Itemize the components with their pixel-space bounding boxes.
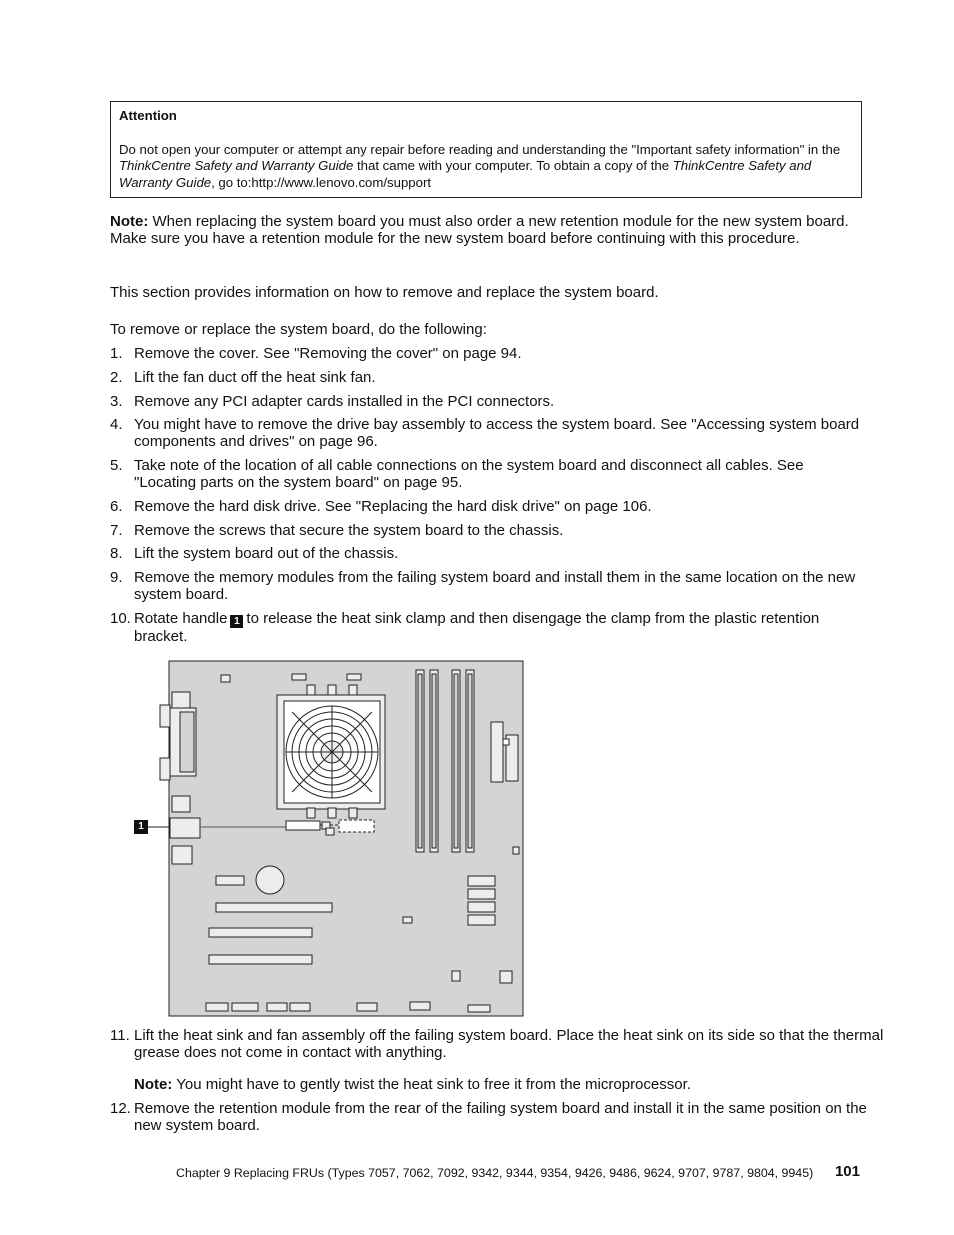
note-label: Note: (110, 213, 149, 230)
attention-box (110, 101, 862, 198)
attention-title: Attention (119, 108, 177, 123)
step-5: 5. Take note of the location of all cable connections on the system board and disconnect all cables. See "Locating parts on the system board" on page 95. (110, 457, 804, 491)
step-12: 12. Remove the retention module from the rear of the failing system board and install it in the same position on the new system board. (110, 1100, 867, 1134)
page-number: 101 (834, 1163, 860, 1180)
footer-chapter: Chapter 9 Replacing FRUs (Types 7057, 7062, 7092, 9342, 9344, 9354, 9426, 9486, 9624, 9707, 9787, 9804, 9945) (176, 1166, 814, 1180)
system-board-figure (134, 660, 526, 1020)
intro-paragraph: This section provides information on how to remove and replace the system board. (110, 284, 659, 301)
step-7: 7. Remove the screws that secure the system board to the chassis. (110, 522, 564, 539)
step-2: 2. Lift the fan duct off the heat sink fan. (110, 369, 376, 386)
step-6: 6. Remove the hard disk drive. See "Replacing the hard disk drive" on page 106. (110, 498, 652, 515)
figure-callout-1: 1 (134, 820, 148, 834)
step-4: 4. You might have to remove the drive bay assembly to access the system board. See "Accessing system board components and drives" on page 96. (110, 416, 860, 450)
note-paragraph: Note: When replacing the system board you must also order a new retention module for the new system board. Make sure you have a retention module for the new system board before continuing with this procedure. (110, 213, 849, 247)
procedure-steps (110, 345, 862, 645)
callout-badge: 1 (230, 615, 243, 628)
note-2-label: Note: (134, 1076, 173, 1093)
step-3: 3. Remove any PCI adapter cards installed in the PCI connectors. (110, 393, 555, 410)
step-11: 11. Lift the heat sink and fan assembly off the failing system board. Place the heat sink on its side so that the thermal grease does not come in contact with anything. (110, 1027, 884, 1061)
step-8: 8. Lift the system board out of the chassis. (110, 545, 399, 562)
lead-paragraph: To remove or replace the system board, do the following: (110, 321, 487, 338)
attention-text: Do not open your computer or attempt any repair before reading and understanding the "Important safety information" in the ThinkCentre Safety and Warranty Guide that came with your computer. To obtain a copy of the ThinkCentre Safety and Warranty Guide, go to:http://www.lenovo.com/support (119, 141, 841, 190)
step-1: 1. Remove the cover. See "Removing the cover" on page 94. (110, 345, 522, 362)
system-board-illustration (134, 660, 526, 1020)
step-9: 9. Remove the memory modules from the failing system board and install them in the same location on the new system board. (110, 569, 856, 603)
step-10: 10. Rotate handle 1 to release the heat sink clamp and then disengage the clamp from the plastic retention bracket. (110, 610, 820, 645)
note-2: Note: You might have to gently twist the heat sink to free it from the microprocessor. (134, 1076, 691, 1093)
